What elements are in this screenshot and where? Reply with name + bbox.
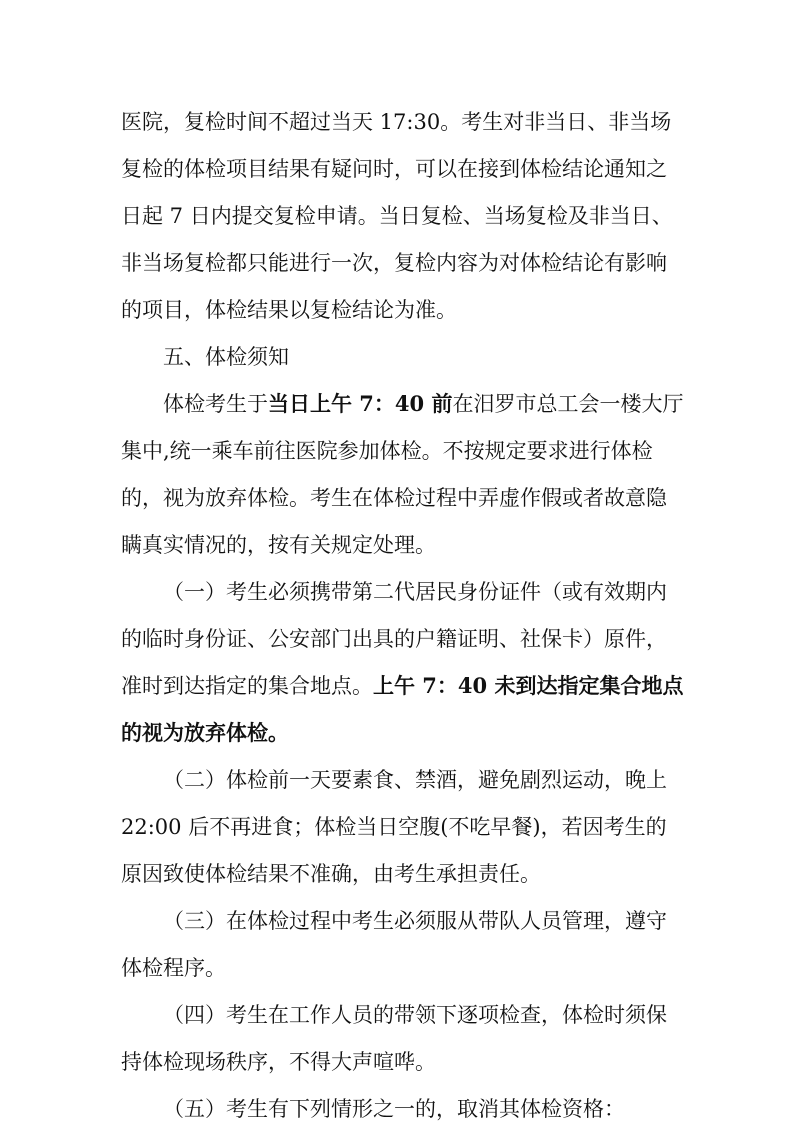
text-run: （三）在体检过程中考生必须服从带队人员管理，遵守 — [163, 909, 667, 933]
paragraph-line — [121, 956, 226, 980]
paragraph-line — [121, 298, 457, 322]
text-run: （五）考生有下列情形之一的，取消其体检资格： — [163, 1097, 625, 1121]
text-run: 的临时身份证、公安部门出具的户籍证明、社保卡）原件， — [121, 627, 667, 651]
heading-text: 五、体检须知 — [163, 345, 289, 369]
bold-text-run: 当日上午 7：40 前 — [268, 391, 453, 416]
paragraph-line — [121, 251, 667, 275]
paragraph-line — [121, 110, 671, 134]
paragraph-line — [121, 486, 667, 510]
text-run: （一）考生必须携带第二代居民身份证件（或有效期内 — [163, 580, 667, 604]
paragraph-line — [121, 204, 673, 228]
bold-text-run: 上午 7：40 未到达指定集合地点 — [373, 673, 684, 698]
bold-text-run: 的视为放弃体检。 — [121, 720, 289, 745]
paragraph-line — [121, 674, 683, 698]
text-run: 集中,统一乘车前往医院参加体检。不按规定要求进行体检 — [121, 439, 653, 463]
text-run: 原因致使体检结果不准确，由考生承担责任。 — [121, 862, 541, 886]
text-run: 持体检现场秩序，不得大声喧哗。 — [121, 1050, 436, 1074]
list-item-5 — [163, 1097, 625, 1121]
paragraph-line — [121, 721, 289, 745]
text-run: （二）体检前一天要素食、禁酒，避免剧烈运动，晚上 — [163, 768, 667, 792]
text-run: 瞒真实情况的，按有关规定处理。 — [121, 533, 436, 557]
text-run: 复检的体检项目结果有疑问时，可以在接到体检结论通知之 — [121, 157, 667, 181]
text-run: 体检程序。 — [121, 956, 226, 980]
text-run: 体检考生于 — [163, 392, 268, 416]
section-heading — [163, 345, 289, 369]
paragraph-line — [121, 627, 667, 651]
text-run: （四）考生在工作人员的带领下逐项检查，体检时须保 — [163, 1003, 667, 1027]
paragraph-line — [121, 157, 667, 181]
text-run: 准时到达指定的集合地点。 — [121, 674, 373, 698]
paragraph-line — [121, 439, 653, 463]
paragraph-line — [121, 862, 541, 886]
text-run: 的，视为放弃体检。考生在体检过程中弄虚作假或者故意隐 — [121, 486, 667, 510]
paragraph-line — [121, 533, 436, 557]
list-item-3 — [163, 909, 667, 933]
text-run: 非当场复检都只能进行一次，复检内容为对体检结论有影响 — [121, 251, 667, 275]
paragraph-line — [121, 815, 667, 839]
text-run: 的项目，体检结果以复检结论为准。 — [121, 298, 457, 322]
text-run: 日起 7 日内提交复检申请。当日复检、当场复检及非当日、 — [121, 204, 673, 228]
paragraph-line — [163, 392, 683, 416]
list-item-1 — [163, 580, 667, 604]
text-run: 22:00 后不再进食；体检当日空腹(不吃早餐)，若因考生的 — [121, 815, 667, 839]
list-item-4 — [163, 1003, 667, 1027]
list-item-2 — [163, 768, 667, 792]
text-run: 医院，复检时间不超过当天 17:30。考生对非当日、非当场 — [121, 110, 672, 134]
text-run: 在汨罗市总工会一楼大厅 — [452, 392, 684, 416]
paragraph-line — [121, 1050, 436, 1074]
